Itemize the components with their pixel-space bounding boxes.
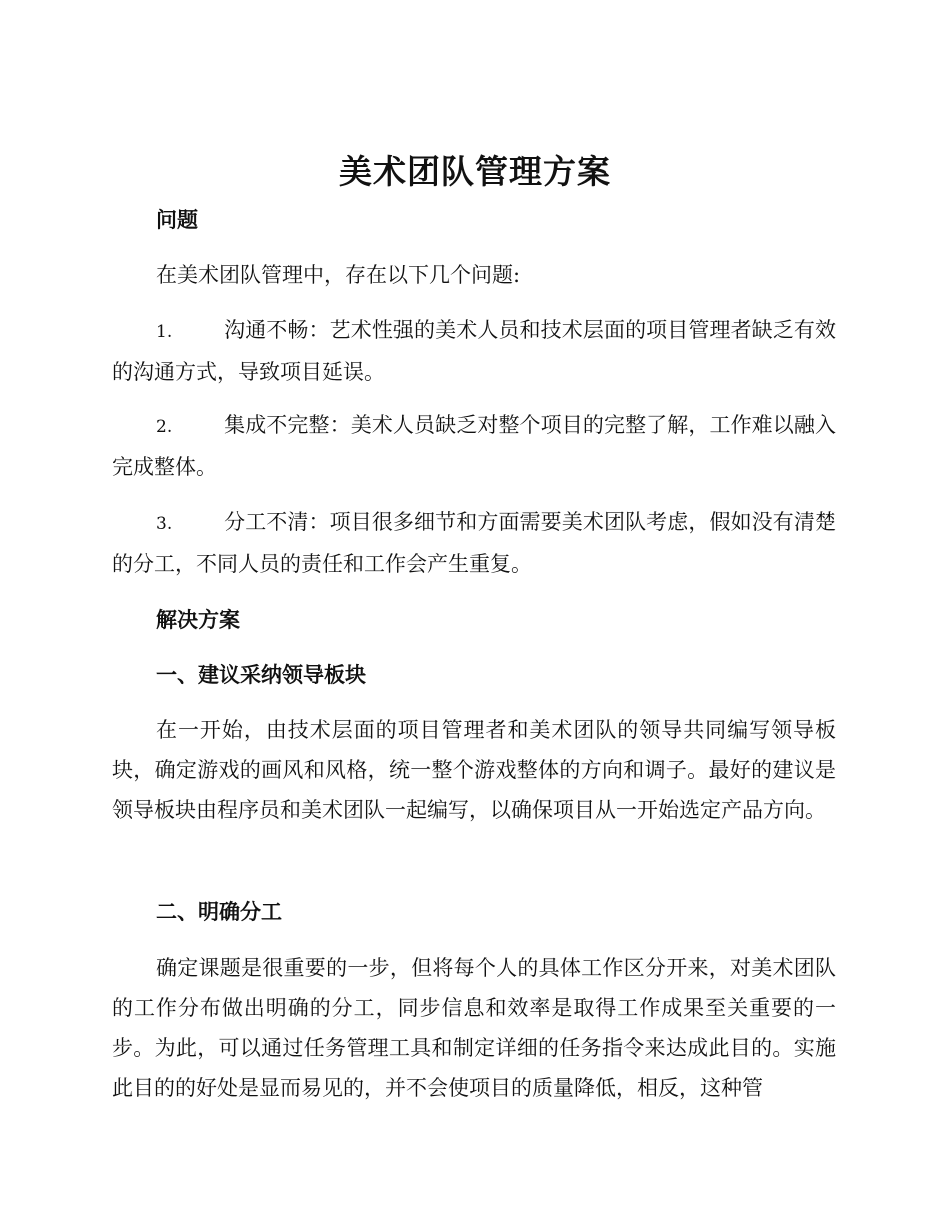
- list-text: 集成不完整：美术人员缺乏对整个项目的完整了解，工作难以融入完成整体。: [112, 413, 836, 479]
- problem-heading: 问题: [156, 208, 198, 232]
- document-title: 美术团队管理方案: [339, 152, 611, 191]
- list-text: 沟通不畅：艺术性强的美术人员和技术层面的项目管理者缺乏有效的沟通方式，导致项目延误。: [112, 318, 836, 384]
- problem-item-3: [112, 502, 836, 584]
- problem-item-1: [112, 310, 836, 392]
- list-number: 3.: [156, 514, 173, 534]
- problem-item-2: [112, 405, 836, 487]
- solution2-paragraph: 确定课题是很重要的一步，但将每个人的具体工作区分开来，对美术团队的工作分布做出明确的分工，同步信息和效率是取得工作成果至关重要的一步。为此，可以通过任务管理工具和制定详细的任务指令来达成此目的。实施此目的的好处是显而易见的，并不会使项目的质量降低，相反，这种管: [112, 956, 836, 1100]
- solution1-heading: 一、建议采纳领导板块: [156, 663, 366, 687]
- list-number: 1.: [156, 322, 173, 342]
- solution1-paragraph: 在一开始，由技术层面的项目管理者和美术团队的领导共同编写领导板块，确定游戏的画风和风格，统一整个游戏整体的方向和调子。最好的建议是领导板块由程序员和美术团队一起编写，以确保项目从一开始选定产品方向。: [112, 718, 836, 822]
- list-text: 分工不清：项目很多细节和方面需要美术团队考虑，假如没有清楚的分工，不同人员的责任和工作会产生重复。: [112, 510, 836, 576]
- list-number: 2.: [156, 417, 173, 437]
- problem-intro: 在美术团队管理中，存在以下几个问题:: [156, 263, 521, 287]
- solution2-heading: 二、明确分工: [156, 900, 282, 924]
- solution-heading: 解决方案: [156, 608, 240, 632]
